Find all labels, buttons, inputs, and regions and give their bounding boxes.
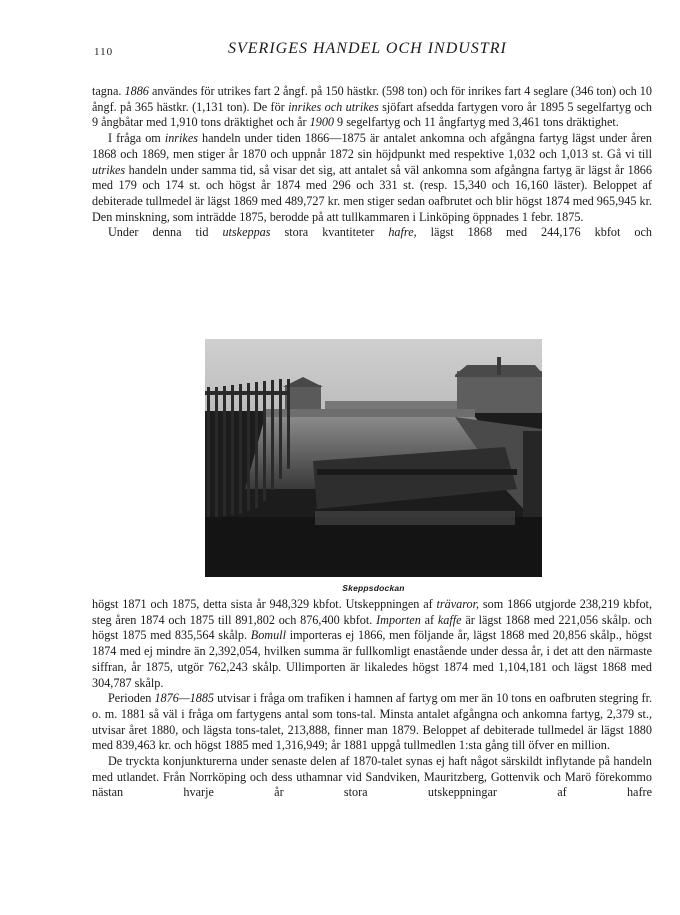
italic-run: 1876—1885 (154, 691, 215, 706)
warehouse-right (457, 371, 542, 413)
text-run: 9 segelfartyg och 11 ångfartyg med 3,461 tons dräktighet. (334, 115, 619, 130)
text-run: tagna. (92, 84, 125, 98)
paragraph-6 (92, 754, 652, 801)
text-run: af (420, 612, 438, 627)
top-text-block (92, 84, 652, 241)
text-run: lägst 1868 med 244,176 kbfot och (416, 225, 652, 240)
italic-run: Bomull (250, 628, 286, 643)
text-run: handeln under tiden 1866—1875 är antalet ankomna och afgångna fartyg lägst under åren 1868 och 1869, men stiger år 1870 och uppnår 1872 sin höjdpunkt med respektive 1,032 och 1,013 st. Gå vi till (92, 131, 652, 161)
text-run: användes för utrikes fart 2 ångf. på 150 hästkr. (598 ton) och för inrikes fart 4 seglare (346 ton) och 10 ångf. på 365 hästkr. (1,131 ton). De för (92, 84, 652, 114)
paragraph-4 (92, 597, 652, 691)
paragraph-1 (92, 84, 652, 131)
italic-run: kaffe (437, 612, 462, 627)
paragraph-5 (92, 691, 652, 754)
text-run: är lägst 1868 med 221,056 skålp. och högst 1875 med 835,564 skålp. (92, 612, 652, 643)
page-header (94, 40, 654, 62)
italic-run: trävaror, (436, 597, 480, 611)
italic-run: hafre, (388, 225, 417, 240)
text-run: handeln under samma tid, så visar det sig, att antalet så väl ankomna som afgångna fartyg är lägst år 1866 med 179 och 174 st. och högst år 1874 med 296 och 331 st. (resp. 15,340 och 16,160 läster). Beloppet af debiterade tullmedel är lägst 1869 med 489,727 kr. men stiger sedan oafbrutet och blir högst 1874 med 965,945 kr. Den minskning, som inträdde 1875, berodde på att tullkammaren i Linköping öppnades 1 febr. 1875. (92, 162, 652, 224)
text-run: Perioden (108, 691, 155, 706)
italic-run: utskeppas (222, 225, 271, 240)
text-run: I fråga om (108, 131, 165, 146)
italic-run: 1900 (309, 115, 334, 130)
bottom-text-block (92, 597, 652, 801)
page-number: 110 (94, 46, 114, 58)
running-title: SVERIGES HANDEL OCH INDUSTRI (228, 40, 507, 57)
text-run: importeras ej 1866, men följande år, lägst 1868 med 20,856 skålp., högst 1874 med ej mindre än 2,392,054, hvilken summa är fullkomligt enastående under dessa år, i det att den närmaste siffran, år 1875, utgör 762,243 skålp. Ullimporten är likaledes högst 1874 med 1,104,181 och lägst 1868 med 304,787 skålp. (92, 628, 652, 690)
italic-run: utrikes (92, 162, 126, 177)
italic-run: inrikes (164, 131, 198, 146)
text-run: stora kvantiteter (270, 225, 389, 240)
text-run: högst 1871 och 1875, detta sista år 948,329 kbfot. Utskeppningen af (92, 597, 437, 611)
text-run: som 1866 utgjorde 238,219 kbfot, steg åren 1874 och 1875 till 891,802 och 876,400 kbfot. (92, 597, 652, 627)
house-left (285, 385, 321, 409)
text-run: De tryckta konjunkturerna under senaste delen af 1870-talet synas ej haft något särskildt inflytande på handeln med utlandet. Från Norrköping och dess uthamnar vid Sandviken, Mauritzberg, Gottenvik och Marö förekommo nästan hvarje år stora utskeppningar af hafre (92, 754, 652, 800)
italic-run: Importen (376, 612, 421, 627)
text-run: utvisar i fråga om trafiken i hamnen af fartyg om mer än 10 tons en oafbruten stegring fr. o. m. 1881 så väl i fråga om fartygens antal som tons-tal. Minsta antalet afgångna och ankomna fartyg, 2,379 st., utvisar året 1880, och lägsta tons-talet, 213,888, finner man 1879. Beloppet af debiterade tullmedel är lägst 1880 med 839,463 kr. och högst 1885 med 1,316,949; år 1881 uppgå tullmedlen 1:sta gång till öfver en million. (92, 691, 652, 753)
dock-photo-illustration (205, 339, 542, 577)
italic-run: inrikes och utrikes (288, 99, 379, 114)
dock-photograph (205, 339, 542, 577)
paragraph-2 (92, 131, 652, 225)
paragraph-3 (92, 225, 652, 241)
text-run: sjöfart afsedda fartygen voro år 1895 5 segelfartyg och 9 ångbåtar med 1,910 tons dräktighet och år (92, 99, 652, 130)
text-run: Under denna tid (108, 225, 223, 240)
italic-run: 1886 (124, 84, 149, 98)
figure-caption: Skeppsdockan (342, 583, 405, 593)
